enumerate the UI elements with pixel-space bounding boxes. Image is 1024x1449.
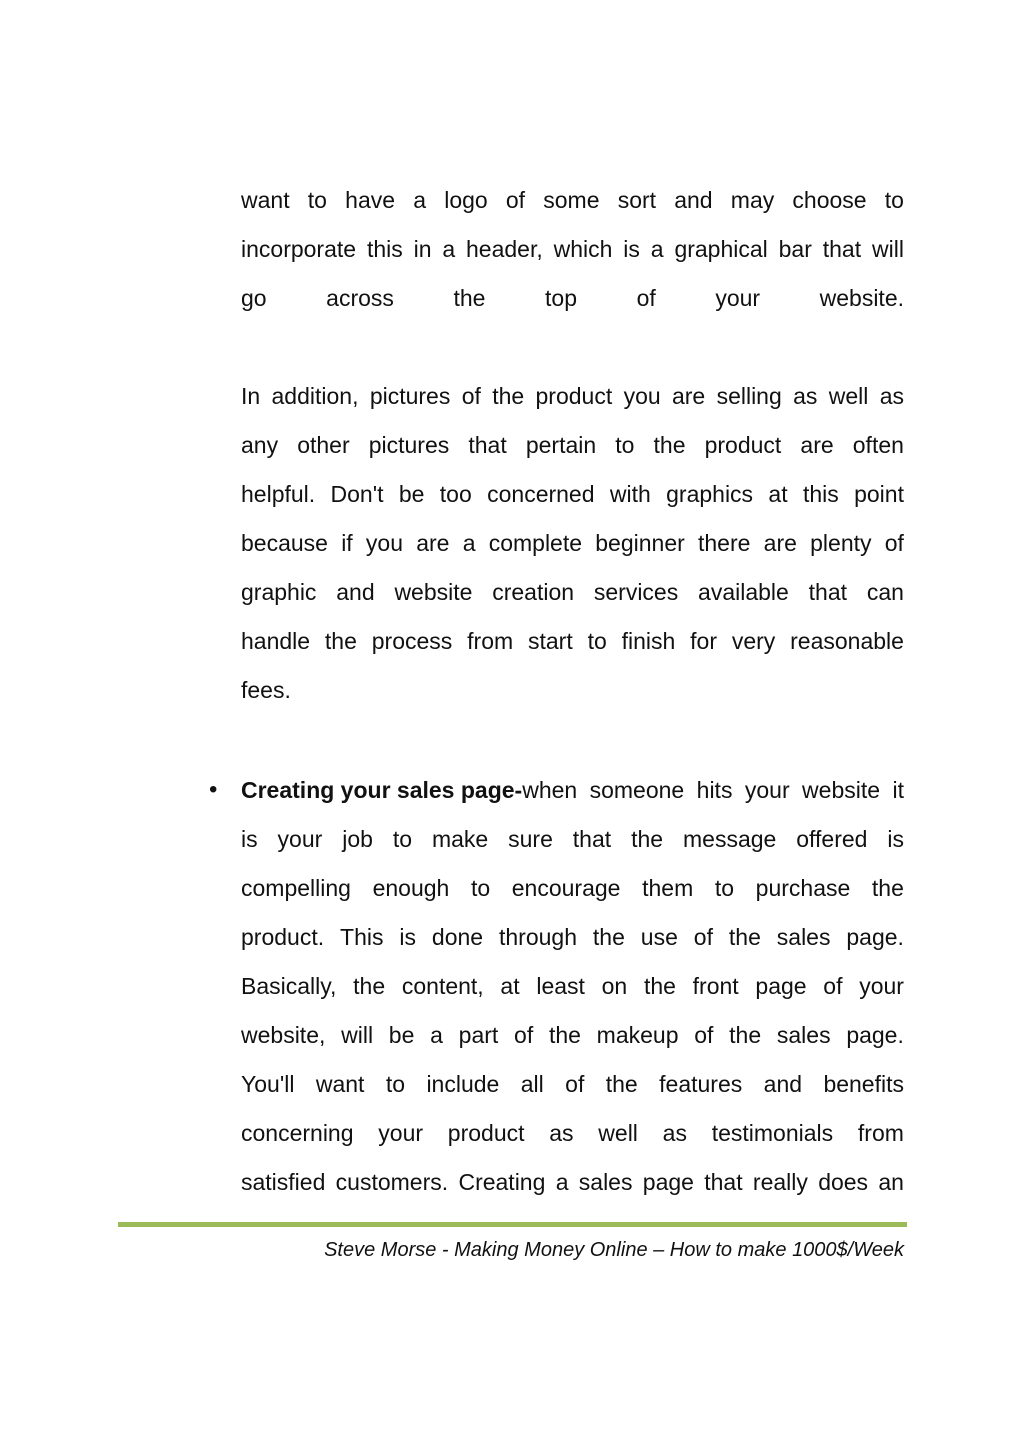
word: creation bbox=[492, 579, 575, 605]
word: benefits bbox=[823, 1071, 904, 1097]
body-text-line: fees. bbox=[241, 677, 291, 703]
word: that bbox=[468, 432, 507, 458]
word: the bbox=[492, 383, 525, 409]
word: does bbox=[818, 1169, 869, 1195]
word: some bbox=[543, 187, 600, 213]
word: a bbox=[413, 187, 427, 213]
word: your bbox=[744, 777, 790, 803]
word: is bbox=[399, 924, 416, 950]
word: there bbox=[698, 530, 751, 556]
word: of bbox=[884, 530, 904, 556]
word: website. bbox=[819, 285, 904, 311]
word: job bbox=[342, 826, 373, 852]
word: finish bbox=[621, 628, 676, 654]
body-text-line bbox=[241, 922, 904, 952]
word: page bbox=[642, 1169, 694, 1195]
word: Creating bbox=[458, 1169, 546, 1195]
word: of bbox=[694, 1022, 714, 1048]
word: header, bbox=[466, 236, 543, 262]
word: from bbox=[467, 628, 514, 654]
word: the bbox=[605, 1071, 638, 1097]
word: the bbox=[353, 973, 386, 999]
word: a bbox=[555, 1169, 569, 1195]
word: to bbox=[392, 826, 413, 852]
body-text-line bbox=[241, 873, 904, 903]
word: this bbox=[802, 481, 839, 507]
word: of bbox=[565, 1071, 585, 1097]
word: to bbox=[714, 875, 735, 901]
word: product bbox=[704, 432, 782, 458]
word: to bbox=[470, 875, 491, 901]
body-text-line bbox=[241, 381, 904, 411]
word: be bbox=[398, 481, 425, 507]
body-text-line bbox=[241, 430, 904, 460]
word: complete bbox=[488, 530, 583, 556]
word: because bbox=[241, 530, 328, 556]
word: logo bbox=[444, 187, 488, 213]
word: front bbox=[692, 973, 739, 999]
word: are bbox=[763, 530, 797, 556]
word: handle bbox=[241, 628, 311, 654]
word: are bbox=[416, 530, 450, 556]
word: the bbox=[871, 875, 904, 901]
word: may bbox=[730, 187, 775, 213]
body-text-line bbox=[241, 185, 904, 215]
word: a bbox=[650, 236, 664, 262]
word: to bbox=[587, 628, 607, 654]
word: compelling bbox=[241, 875, 351, 901]
word: well bbox=[828, 383, 869, 409]
word: on bbox=[601, 973, 628, 999]
word: makeup bbox=[596, 1022, 679, 1048]
word: process bbox=[371, 628, 453, 654]
word: will bbox=[871, 236, 904, 262]
bullet-marker: • bbox=[209, 776, 218, 803]
word: This bbox=[340, 924, 384, 950]
bullet-first-line bbox=[241, 775, 904, 805]
word: when bbox=[522, 777, 578, 803]
body-text-line bbox=[241, 1069, 904, 1099]
body-text-line bbox=[241, 971, 904, 1001]
word: message bbox=[683, 826, 777, 852]
word: website bbox=[394, 579, 473, 605]
word: encourage bbox=[511, 875, 621, 901]
word: with bbox=[609, 481, 651, 507]
word: them bbox=[642, 875, 694, 901]
word: and bbox=[336, 579, 375, 605]
body-text-line bbox=[241, 528, 904, 558]
word: to bbox=[884, 187, 904, 213]
word: customers. bbox=[335, 1169, 449, 1195]
word: really bbox=[752, 1169, 808, 1195]
word: often bbox=[852, 432, 904, 458]
word: at bbox=[768, 481, 788, 507]
body-text-line bbox=[241, 234, 904, 264]
word: from bbox=[857, 1120, 904, 1146]
word: the bbox=[548, 1022, 581, 1048]
word: the bbox=[653, 432, 686, 458]
word: make bbox=[431, 826, 489, 852]
word: a bbox=[442, 236, 456, 262]
word: have bbox=[345, 187, 396, 213]
word: the bbox=[324, 628, 357, 654]
word: very bbox=[731, 628, 776, 654]
word: go bbox=[241, 285, 267, 311]
word: will bbox=[341, 1022, 374, 1048]
word: helpful. bbox=[241, 481, 316, 507]
word: other bbox=[297, 432, 350, 458]
word: the bbox=[643, 973, 676, 999]
word: Basically, bbox=[241, 973, 337, 999]
word: Don't bbox=[330, 481, 384, 507]
word: bar bbox=[778, 236, 812, 262]
body-text-line bbox=[241, 1020, 904, 1050]
body-text-line bbox=[241, 1167, 904, 1197]
word: to bbox=[385, 1071, 406, 1097]
word: the bbox=[729, 1022, 762, 1048]
word: can bbox=[866, 579, 904, 605]
word: as bbox=[549, 1120, 574, 1146]
word: graphical bbox=[674, 236, 768, 262]
word: you bbox=[623, 383, 661, 409]
word: the bbox=[728, 924, 761, 950]
word: is bbox=[887, 826, 904, 852]
word: of bbox=[823, 973, 843, 999]
word: which bbox=[553, 236, 613, 262]
body-text-line bbox=[241, 626, 904, 656]
word: available bbox=[698, 579, 789, 605]
word: features bbox=[659, 1071, 743, 1097]
word: well bbox=[598, 1120, 638, 1146]
body-text-line bbox=[241, 577, 904, 607]
word: You'll bbox=[241, 1071, 295, 1097]
word: you bbox=[365, 530, 403, 556]
word: of bbox=[514, 1022, 534, 1048]
word: is bbox=[241, 826, 258, 852]
word: that bbox=[572, 826, 612, 852]
word: offered bbox=[796, 826, 868, 852]
word: graphics bbox=[666, 481, 754, 507]
word: sales bbox=[776, 1022, 831, 1048]
word: plenty bbox=[810, 530, 872, 556]
word: page. bbox=[846, 924, 904, 950]
word: in bbox=[413, 236, 432, 262]
word: part bbox=[458, 1022, 499, 1048]
word: sure bbox=[508, 826, 553, 852]
word: this bbox=[366, 236, 403, 262]
word: website, bbox=[241, 1022, 326, 1048]
word: the bbox=[453, 285, 486, 311]
word: of bbox=[461, 383, 481, 409]
word: use bbox=[640, 924, 678, 950]
word: of bbox=[505, 187, 526, 213]
word: graphic bbox=[241, 579, 317, 605]
word: any bbox=[241, 432, 279, 458]
word: hits bbox=[696, 777, 733, 803]
word: enough bbox=[372, 875, 450, 901]
word: pertain bbox=[525, 432, 597, 458]
word: In bbox=[241, 383, 261, 409]
word: purchase bbox=[755, 875, 851, 901]
word: to bbox=[307, 187, 327, 213]
word: across bbox=[326, 285, 394, 311]
word: be bbox=[388, 1022, 415, 1048]
word: website bbox=[802, 777, 881, 803]
body-text-line bbox=[241, 1118, 904, 1148]
word: services bbox=[593, 579, 679, 605]
body-text-line bbox=[241, 479, 904, 509]
word: pictures bbox=[369, 383, 451, 409]
word: for bbox=[690, 628, 717, 654]
word: and bbox=[674, 187, 713, 213]
word: start bbox=[527, 628, 573, 654]
word: testimonials bbox=[711, 1120, 834, 1146]
word: that bbox=[704, 1169, 743, 1195]
word: are bbox=[800, 432, 834, 458]
word: the bbox=[592, 924, 625, 950]
word: include bbox=[426, 1071, 500, 1097]
word: product. bbox=[241, 924, 325, 950]
word: concerned bbox=[487, 481, 595, 507]
word: if bbox=[341, 530, 353, 556]
word: to bbox=[615, 432, 635, 458]
word: as bbox=[879, 383, 904, 409]
word: content, bbox=[401, 973, 484, 999]
word: that bbox=[822, 236, 862, 262]
word: product bbox=[535, 383, 613, 409]
word: sales bbox=[578, 1169, 633, 1195]
word: page. bbox=[846, 1022, 904, 1048]
word: top bbox=[545, 285, 577, 311]
word: the bbox=[631, 826, 664, 852]
footer-text: Steve Morse - Making Money Online – How to make 1000$/Week bbox=[324, 1239, 904, 1261]
word: all bbox=[520, 1071, 544, 1097]
word: an bbox=[878, 1169, 904, 1195]
word: through bbox=[498, 924, 577, 950]
word: at bbox=[500, 973, 520, 999]
word: a bbox=[430, 1022, 443, 1048]
word: your bbox=[859, 973, 904, 999]
word: your bbox=[277, 826, 323, 852]
word: least bbox=[536, 973, 585, 999]
word: selling bbox=[716, 383, 782, 409]
word: satisfied bbox=[241, 1169, 326, 1195]
body-text-line bbox=[241, 283, 904, 313]
word: a bbox=[462, 530, 476, 556]
word: reasonable bbox=[790, 628, 904, 654]
word: of bbox=[693, 924, 713, 950]
word: it bbox=[892, 777, 904, 803]
word: want bbox=[241, 187, 290, 213]
word: product bbox=[447, 1120, 525, 1146]
word: page bbox=[755, 973, 807, 999]
word: someone bbox=[589, 777, 685, 803]
word: point bbox=[854, 481, 904, 507]
word: sales bbox=[776, 924, 831, 950]
word: are bbox=[671, 383, 706, 409]
footer-rule bbox=[118, 1222, 907, 1227]
word: your bbox=[715, 285, 761, 311]
word: and bbox=[763, 1071, 803, 1097]
word: as bbox=[793, 383, 818, 409]
word: beginner bbox=[595, 530, 685, 556]
word: concerning bbox=[241, 1120, 354, 1146]
word: want bbox=[315, 1071, 365, 1097]
word: incorporate bbox=[241, 236, 357, 262]
body-text-line bbox=[241, 824, 904, 854]
word: is bbox=[623, 236, 640, 262]
word: that bbox=[808, 579, 848, 605]
word: too bbox=[439, 481, 472, 507]
word: done bbox=[431, 924, 484, 950]
bullet-first-line-rest bbox=[522, 775, 904, 805]
word: choose bbox=[792, 187, 867, 213]
word: of bbox=[636, 285, 656, 311]
word: pictures bbox=[368, 432, 450, 458]
word: addition, bbox=[271, 383, 359, 409]
word: your bbox=[378, 1120, 424, 1146]
bullet-heading: Creating your sales page- bbox=[241, 777, 523, 803]
word: as bbox=[662, 1120, 687, 1146]
word: sort bbox=[617, 187, 657, 213]
